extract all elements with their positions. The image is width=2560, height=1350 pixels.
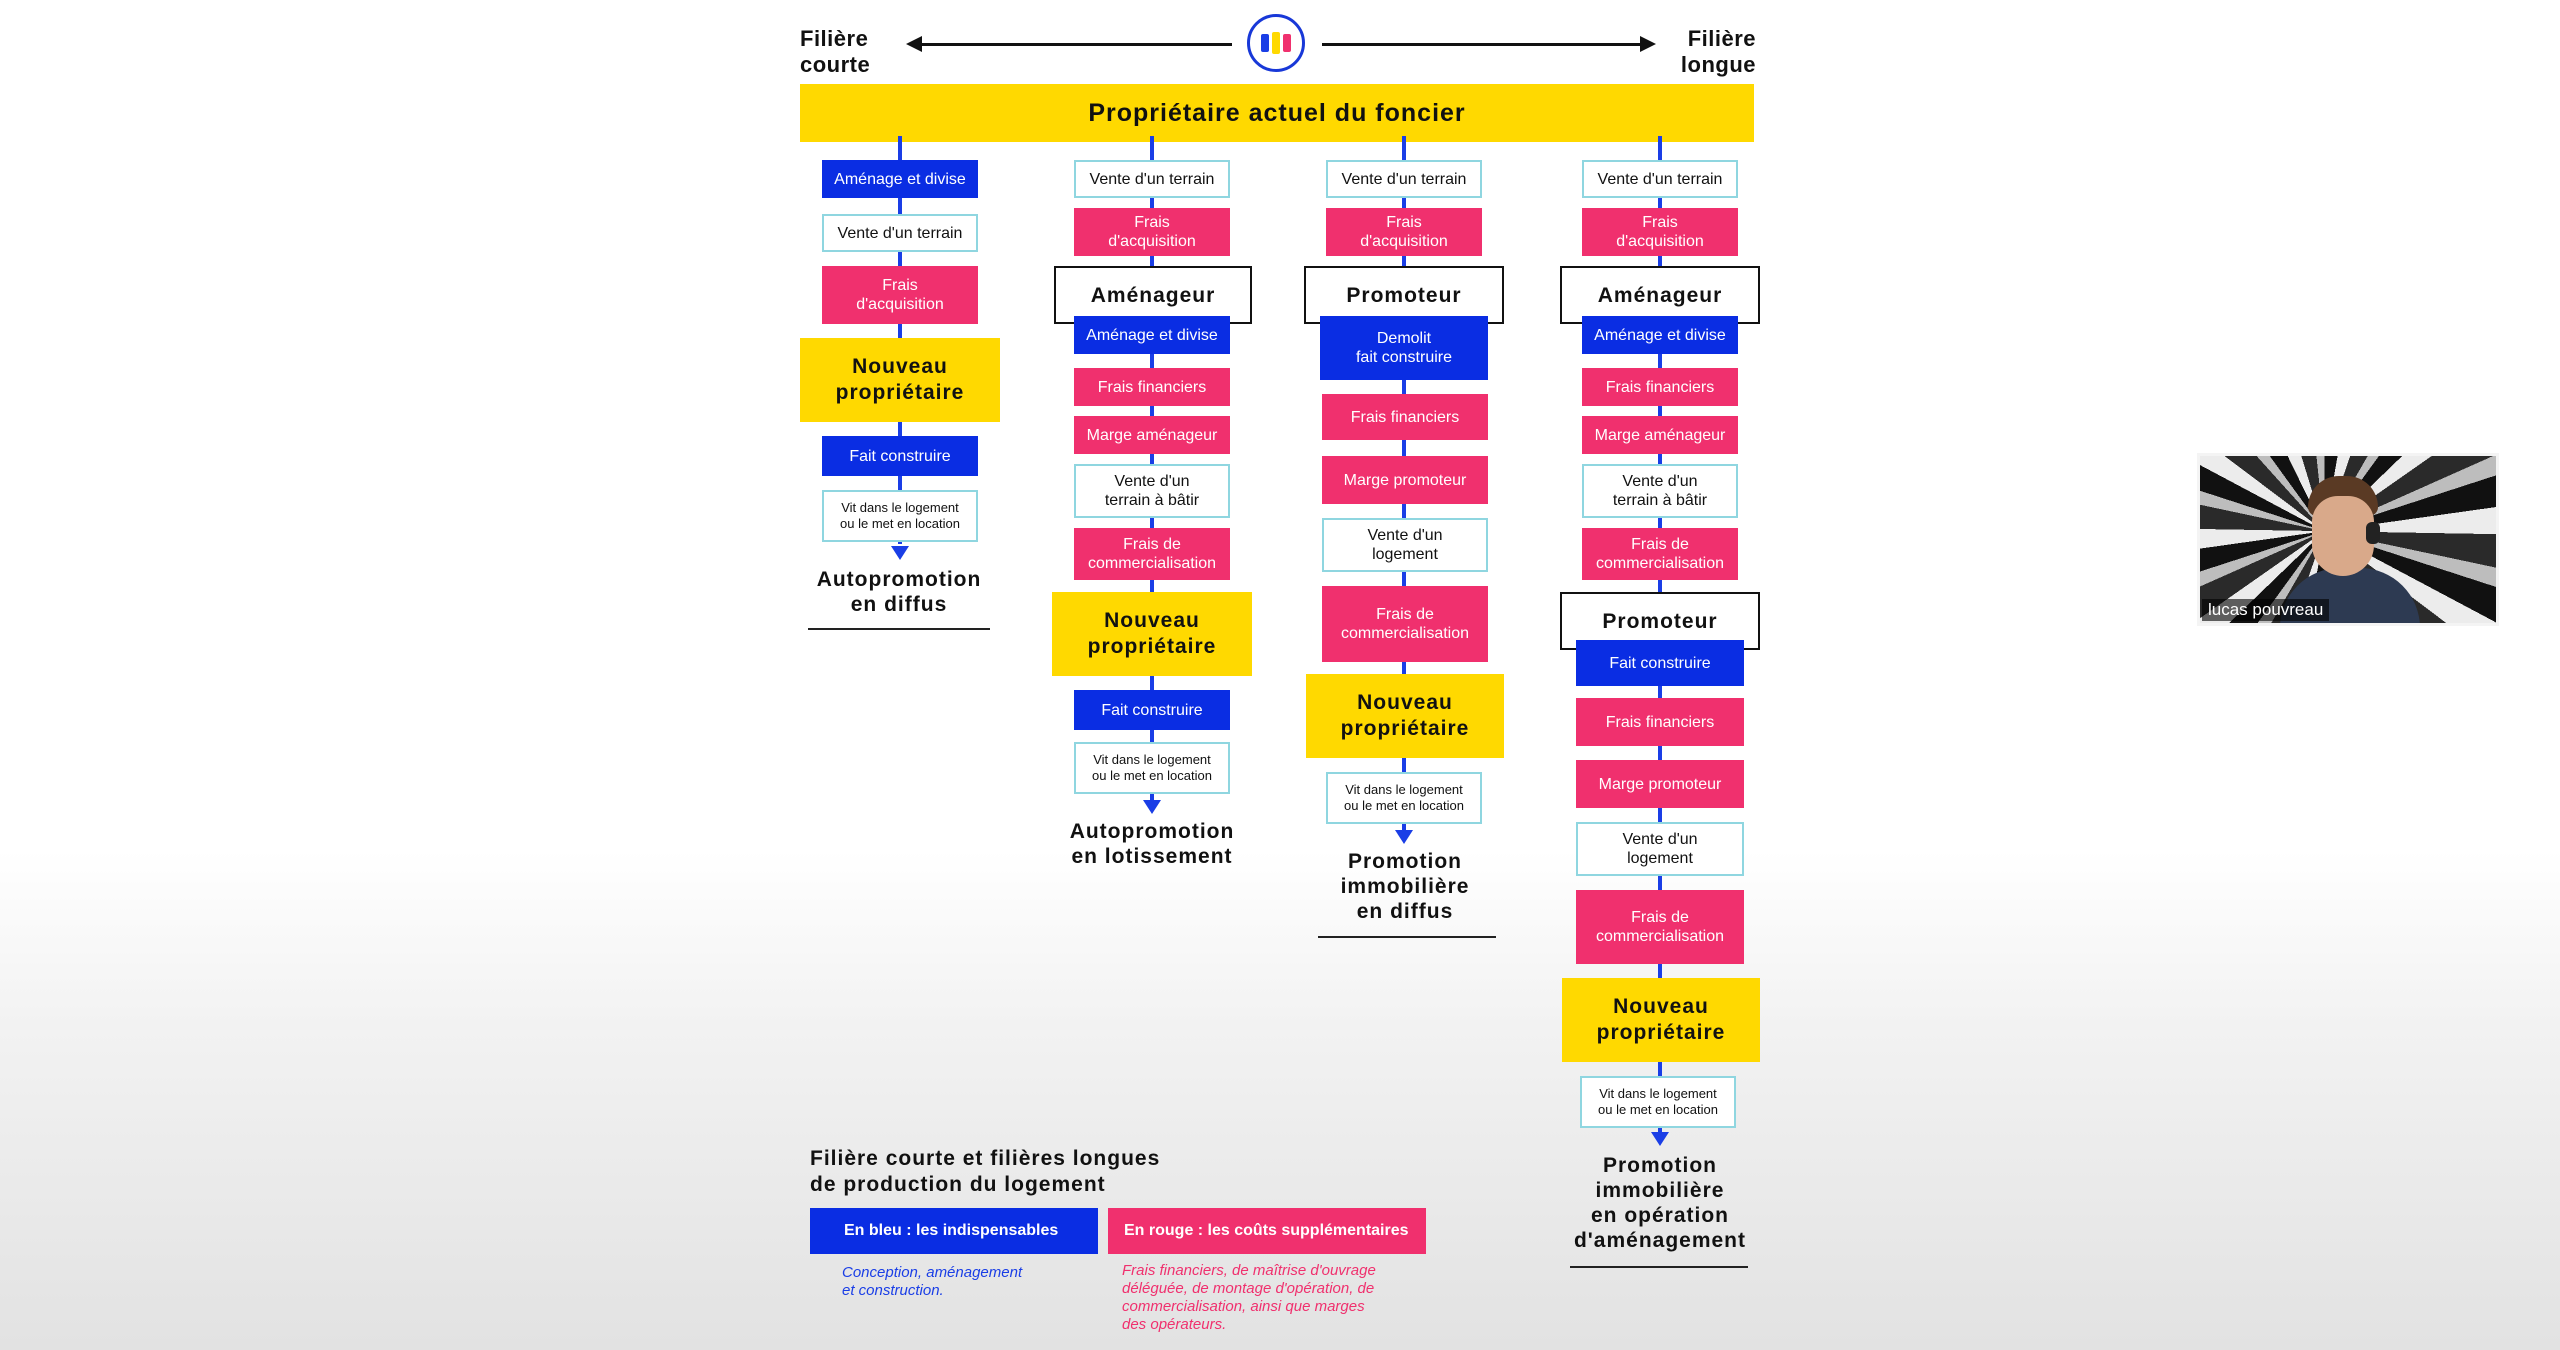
legend-blue-label: En bleu : les indispensables — [810, 1208, 1098, 1254]
logo-icon — [1247, 14, 1305, 72]
col-2-box-1: Vente d'un terrain — [1074, 160, 1230, 198]
logo-bar-yellow — [1272, 32, 1280, 54]
legend-red-label: En rouge : les coûts supplémentaires — [1108, 1208, 1426, 1254]
logo-bar-blue — [1261, 34, 1269, 52]
col-1-outcome: Autopromotion en diffus — [816, 568, 982, 616]
col-1-box-4: Nouveau propriétaire — [800, 338, 1000, 422]
col-1-box-1: Aménage et divise — [822, 160, 978, 198]
top-owner-bar: Propriétaire actuel du foncier — [800, 84, 1754, 142]
arrow-left-line — [920, 43, 1232, 46]
arrow-right-line — [1322, 43, 1642, 46]
col-4-outcome: Promotion immobilière en opération d'aménagement — [1573, 1154, 1747, 1252]
col-4-role-amenageur: Aménageur — [1560, 266, 1760, 324]
col-2-box-7: Vente d'un terrain à bâtir — [1074, 464, 1230, 518]
col-4-box-5: Frais financiers — [1582, 368, 1738, 406]
col-3-box-6: Marge promoteur — [1322, 456, 1488, 504]
col-2-box-6: Marge aménageur — [1074, 416, 1230, 454]
col-2-box-8: Frais de commercialisation — [1074, 528, 1230, 580]
headset-icon — [2366, 522, 2380, 544]
col-4-box-4: Aménage et divise — [1582, 316, 1738, 354]
col-3-box-8: Frais de commercialisation — [1322, 586, 1488, 662]
participant-video-tile[interactable] — [2197, 453, 2499, 626]
col-4-role-promoteur: Promoteur — [1560, 592, 1760, 650]
col-1-box-5: Fait construire — [822, 436, 978, 476]
col-4-box-8: Frais de commercialisation — [1582, 528, 1738, 580]
col-4-arrow-down — [1651, 1132, 1669, 1146]
col-4-box-14: Frais de commercialisation — [1576, 890, 1744, 964]
legend-blue-note: Conception, aménagement et construction. — [842, 1264, 1023, 1299]
col-2-role-amenageur: Aménageur — [1054, 266, 1252, 324]
participant-face — [2312, 496, 2374, 576]
col-2-arrow-down — [1143, 800, 1161, 814]
col-4-box-15: Nouveau propriétaire — [1562, 978, 1760, 1062]
col-3-arrow-down — [1395, 830, 1413, 844]
col-3-box-4: Demolit fait construire — [1320, 316, 1488, 380]
col-2-box-2: Frais d'acquisition — [1074, 208, 1230, 256]
arrow-left-head — [906, 36, 922, 52]
col-2-box-9: Nouveau propriétaire — [1052, 592, 1252, 676]
col-4-box-11: Frais financiers — [1576, 698, 1744, 746]
col-4-box-2: Frais d'acquisition — [1582, 208, 1738, 256]
col-3-box-2: Frais d'acquisition — [1326, 208, 1482, 256]
col-2-box-11: Vit dans le logement ou le met en location — [1074, 742, 1230, 794]
col-4-underline — [1570, 1266, 1748, 1268]
arrow-right-head — [1640, 36, 1656, 52]
col-1-arrow-down — [891, 546, 909, 560]
legend-title: Filière courte et filières longues de production du logement — [810, 1147, 1161, 1196]
col-4-box-7: Vente d'un terrain à bâtir — [1582, 464, 1738, 518]
col-3-box-1: Vente d'un terrain — [1326, 160, 1482, 198]
col-1-underline — [808, 628, 990, 630]
participant-name-label: lucas pouvreau — [2202, 599, 2329, 621]
col-3-role-promoteur: Promoteur — [1304, 266, 1504, 324]
col-4-box-1: Vente d'un terrain — [1582, 160, 1738, 198]
col-3-box-7: Vente d'un logement — [1322, 518, 1488, 572]
col-4-box-12: Marge promoteur — [1576, 760, 1744, 808]
col-2-box-4: Aménage et divise — [1074, 316, 1230, 354]
col-3-outcome: Promotion immobilière en diffus — [1340, 849, 1470, 923]
col-2-box-5: Frais financiers — [1074, 368, 1230, 406]
col-1-box-2: Vente d'un terrain — [822, 214, 978, 252]
col-4-box-6: Marge aménageur — [1582, 416, 1738, 454]
col-3-box-9: Nouveau propriétaire — [1306, 674, 1504, 758]
legend-red-note: Frais financiers, de maîtrise d'ouvrage déléguée, de montage d'opération, de commercialisation, ainsi que marges des opérateurs. — [1122, 1262, 1376, 1333]
col-3-box-10: Vit dans le logement ou le met en location — [1326, 772, 1482, 824]
col-2-box-10: Fait construire — [1074, 690, 1230, 730]
col-4-box-16: Vit dans le logement ou le met en location — [1580, 1076, 1736, 1128]
col-4-box-10: Fait construire — [1576, 640, 1744, 686]
col-1-box-6: Vit dans le logement ou le met en location — [822, 490, 978, 542]
col-2-outcome: Autopromotion en lotissement — [1069, 820, 1235, 868]
filiere-courte-label: Filière courte — [800, 26, 871, 77]
col-4-box-13: Vente d'un logement — [1576, 822, 1744, 876]
logo-bar-pink — [1283, 34, 1291, 52]
col-3-box-5: Frais financiers — [1322, 394, 1488, 440]
col-3-underline — [1318, 936, 1496, 938]
filiere-longue-label: Filière longue — [1680, 26, 1756, 77]
col-1-box-3: Frais d'acquisition — [822, 266, 978, 324]
